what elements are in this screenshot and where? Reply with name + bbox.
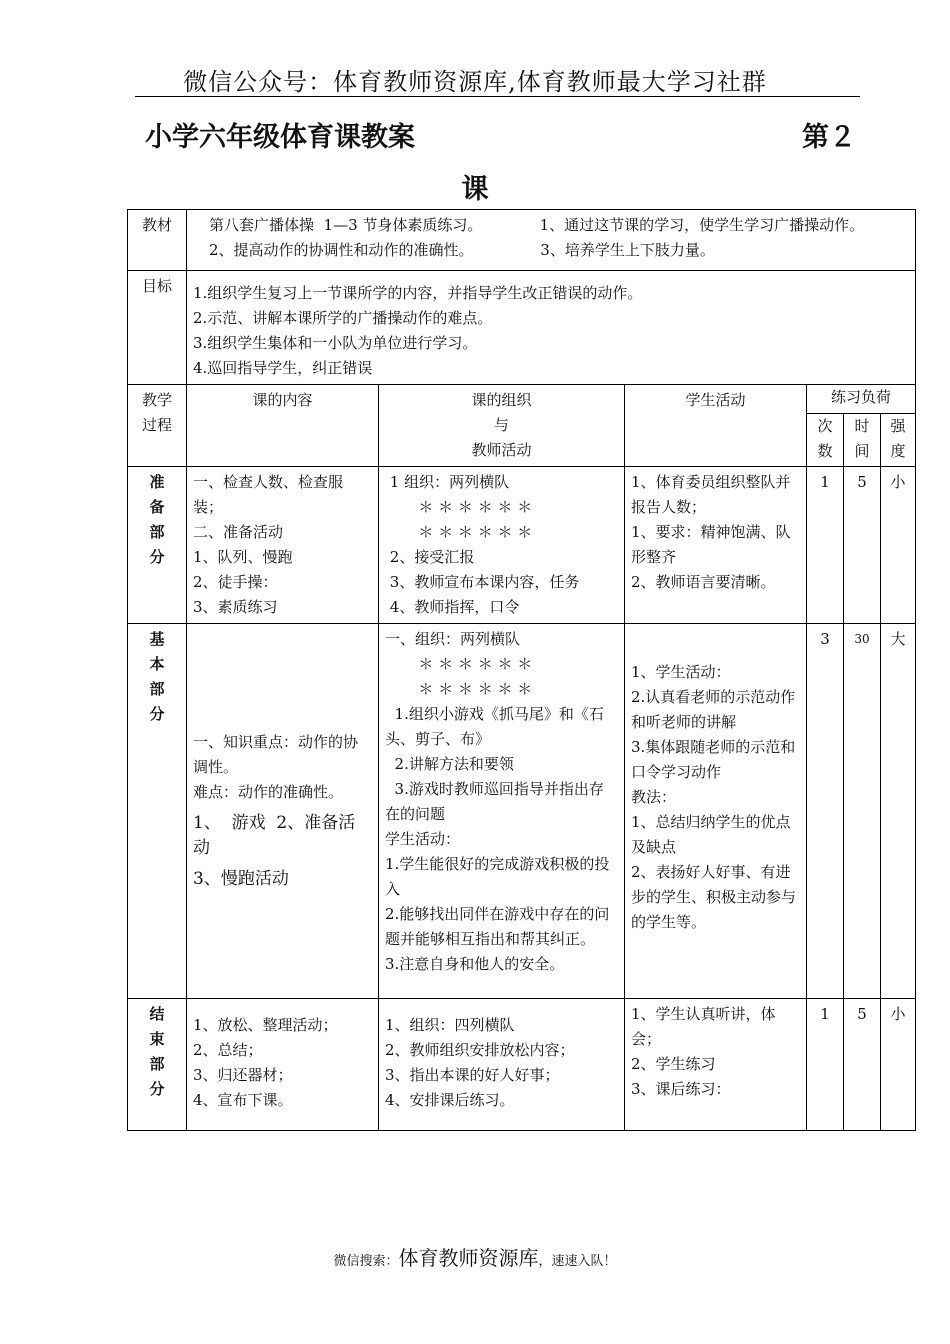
organization-line: 2、教师组织安排放松内容； xyxy=(385,1041,575,1059)
student-line: 3、课后练习： xyxy=(631,1080,731,1098)
material-line: 第八套广播体操 1—3 节身体素质练习。 1、通过这节课的学习，使学生学习广播操动作。 xyxy=(209,216,865,234)
goal-line: 2.示范、讲解本课所学的广播操动作的难点。 xyxy=(193,309,493,327)
footer-prefix: 微信搜索： xyxy=(333,1254,399,1269)
content-line: 2、徒手操： xyxy=(193,573,278,591)
section-label-char: 结 xyxy=(149,1005,165,1023)
basic-content xyxy=(187,624,379,999)
content-line: 2、总结； xyxy=(193,1041,263,1059)
student-line: 3.集体跟随老师的示范和口令学习动作 xyxy=(631,738,796,781)
content-line: 难点：动作的准确性。 xyxy=(193,783,344,801)
organization-line: 2、接受汇报 xyxy=(385,548,475,566)
goal-label: 目标 xyxy=(128,271,187,385)
footer-suffix: ，速速入队！ xyxy=(538,1254,617,1269)
content-line: 1、放松、整理活动； xyxy=(193,1016,338,1034)
organization-header xyxy=(379,385,625,467)
load-header: 练习负荷 xyxy=(807,385,916,414)
basic-time: 30 xyxy=(844,624,881,999)
organization-line: 一、组织：两列横队 xyxy=(385,630,521,648)
student-line: 2、表扬好人好事、有进步的学生、积极主动参与的学生等。 xyxy=(631,863,797,931)
student-line: 2、学生练习 xyxy=(631,1055,716,1073)
intensity-header-line: 强 xyxy=(890,417,906,436)
organization-header-line: 课的组织 xyxy=(471,391,532,409)
student-header: 学生活动 xyxy=(625,385,807,467)
organization-header-line: 教师活动 xyxy=(471,441,532,459)
student-line: 1、学生认真听讲，体会； xyxy=(631,1005,776,1048)
time-header xyxy=(844,414,881,467)
organization-line: 3.游戏时教师巡回指导并指出存在的问题 xyxy=(385,780,604,823)
student-line: 1、要求：精神饱满、队形整齐 xyxy=(631,523,791,566)
student-line: 1、总结归纳学生的优点及缺点 xyxy=(631,813,791,856)
organization-line: 3.注意自身和他人的安全。 xyxy=(385,955,565,973)
section-label-char: 部 xyxy=(149,523,165,541)
section-label-char: 束 xyxy=(149,1030,165,1048)
basic-student xyxy=(625,624,807,999)
material-line: 2、提高动作的协调性和动作的准确性。 3、培养学生上下肢力量。 xyxy=(209,241,715,259)
time-header-line: 间 xyxy=(854,442,870,461)
content-line: 1、队列、慢跑 xyxy=(193,548,293,566)
section-label-char: 备 xyxy=(149,498,165,516)
closing-count: 1 xyxy=(807,999,844,1131)
section-label-char: 部 xyxy=(149,680,165,698)
content-line: 1、 游戏 2、准备活动 xyxy=(193,813,356,858)
organization-line: 4、安排课后练习。 xyxy=(385,1091,515,1109)
material-cell xyxy=(187,210,916,271)
material-label: 教材 xyxy=(128,210,187,271)
content-line: 二、准备活动 xyxy=(193,523,284,541)
organization-line: 2.能够找出同伴在游戏中存在的问题并能够相互指出和帮其纠正。 xyxy=(385,905,610,948)
section-label-char: 准 xyxy=(149,473,165,491)
lesson-plan-table xyxy=(127,209,916,1131)
count-header xyxy=(807,414,844,467)
preparation-student xyxy=(625,467,807,624)
document-title: 小学六年级体育课教案 xyxy=(145,122,415,153)
section-label-basic xyxy=(128,624,187,999)
closing-student xyxy=(625,999,807,1131)
organization-line: 3、指出本课的好人好事； xyxy=(385,1066,560,1084)
organization-line: 1 组织：两列横队 xyxy=(385,473,510,491)
basic-organization xyxy=(379,624,625,999)
section-label-closing xyxy=(128,999,187,1131)
organization-line: 1.组织小游戏《抓马尾》和《石头、剪子、布》 xyxy=(385,705,604,748)
organization-line: 学生活动： xyxy=(385,830,461,848)
goal-line: 3.组织学生集体和一小队为单位进行学习。 xyxy=(193,334,478,352)
intensity-header-line: 度 xyxy=(890,442,906,461)
content-header: 课的内容 xyxy=(187,385,379,467)
formation-row: ＊ ＊ ＊ ＊ ＊ ＊ xyxy=(385,523,533,541)
formation-row: ＊ ＊ ＊ ＊ ＊ ＊ xyxy=(385,680,533,698)
organization-line: 4、教师指挥，口令 xyxy=(385,598,520,616)
content-line: 3、慢跑活动 xyxy=(193,869,289,889)
header-rule xyxy=(135,96,860,97)
student-line: 2、教师语言要清晰。 xyxy=(631,573,776,591)
student-line: 1、体育委员组织整队并报告人数； xyxy=(631,473,791,516)
closing-intensity: 小 xyxy=(881,999,916,1131)
section-label-char: 基 xyxy=(149,630,165,648)
closing-content xyxy=(187,999,379,1131)
organization-line: 3、教师宣布本课内容，任务 xyxy=(385,573,580,591)
section-label-char: 分 xyxy=(149,705,165,723)
organization-header-line: 与 xyxy=(493,416,509,434)
organization-line: 1.学生能很好的完成游戏积极的投入 xyxy=(385,855,610,898)
section-label-char: 本 xyxy=(149,655,165,673)
preparation-intensity: 小 xyxy=(881,467,916,624)
lesson-word: 课 xyxy=(461,174,489,205)
section-label-preparation xyxy=(128,467,187,624)
preparation-count: 1 xyxy=(807,467,844,624)
count-header-line: 数 xyxy=(817,442,833,461)
content-line: 4、宣布下课。 xyxy=(193,1091,293,1109)
section-label-char: 分 xyxy=(149,1080,165,1098)
formation-row: ＊ ＊ ＊ ＊ ＊ ＊ xyxy=(385,498,533,516)
content-line: 3、归还器材； xyxy=(193,1066,293,1084)
preparation-time: 5 xyxy=(844,467,881,624)
time-header-line: 时 xyxy=(854,417,870,436)
content-line: 一、知识重点：动作的协调性。 xyxy=(193,733,359,776)
process-header-line: 教学 xyxy=(141,391,172,409)
preparation-organization xyxy=(379,467,625,624)
formation-row: ＊ ＊ ＊ ＊ ＊ ＊ xyxy=(385,655,533,673)
footer-brand: 体育教师资源库 xyxy=(398,1246,539,1270)
content-line: 一、检查人数、检查服装； xyxy=(193,473,344,516)
section-label-char: 部 xyxy=(149,1055,165,1073)
page-footer xyxy=(0,1242,950,1271)
basic-intensity: 大 xyxy=(881,624,916,999)
preparation-content xyxy=(187,467,379,624)
process-header-line: 过程 xyxy=(141,416,172,434)
closing-organization xyxy=(379,999,625,1131)
process-header xyxy=(128,385,187,467)
basic-count: 3 xyxy=(807,624,844,999)
count-header-line: 次 xyxy=(817,417,833,436)
lesson-number: 第２ xyxy=(802,122,856,153)
goal-line: 4.巡回指导学生，纠正错误 xyxy=(193,359,373,377)
page-header-text: 微信公众号：体育教师资源库,体育教师最大学习社群 xyxy=(183,68,767,96)
organization-line: 2.讲解方法和要领 xyxy=(385,755,514,773)
content-line: 3、素质练习 xyxy=(193,598,278,616)
student-line: 1、学生活动： xyxy=(631,663,731,681)
student-line: 教法： xyxy=(631,788,677,806)
goal-cell xyxy=(187,271,916,385)
intensity-header xyxy=(881,414,916,467)
student-line: 2.认真看老师的示范动作和听老师的讲解 xyxy=(631,688,796,731)
section-label-char: 分 xyxy=(149,548,165,566)
goal-line: 1.组织学生复习上一节课所学的内容，并指导学生改正错误的动作。 xyxy=(193,284,643,302)
closing-time: 5 xyxy=(844,999,881,1131)
organization-line: 1、组织：四列横队 xyxy=(385,1016,515,1034)
